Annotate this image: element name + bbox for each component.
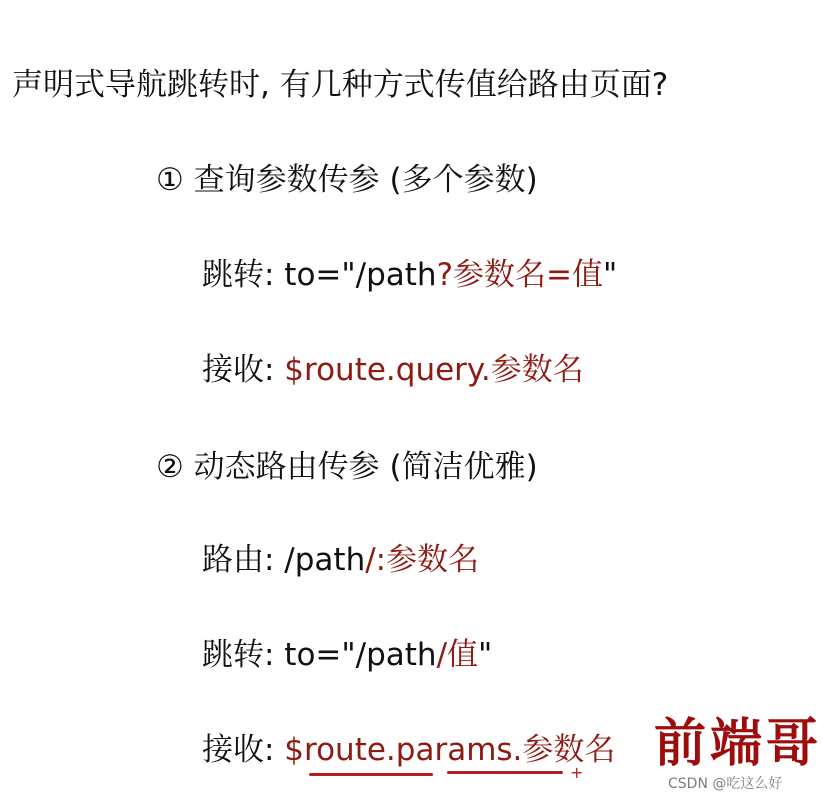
dynamic-jump-row	[202, 637, 493, 673]
dynamic-receive-row	[202, 732, 616, 768]
dynamic-route-param: /:参数名	[365, 542, 480, 578]
dynamic-receive-expression: $route.params.参数名	[274, 732, 616, 768]
query-jump-row	[202, 257, 618, 293]
dynamic-route-path: /path	[274, 542, 366, 578]
dynamic-jump-quote: "	[478, 637, 493, 673]
dynamic-jump-value: /值	[436, 637, 479, 673]
query-jump-quote: "	[603, 257, 618, 293]
brand-logo: 前端哥	[654, 713, 822, 774]
query-receive-row	[202, 352, 584, 388]
query-jump-path: to="/path	[274, 257, 437, 293]
query-jump-label: 跳转:	[202, 257, 275, 293]
query-jump-param: ?参数名=值	[436, 257, 604, 293]
params-underline	[447, 771, 563, 774]
query-receive-label: 接收:	[202, 352, 275, 388]
section-heading-dynamic: ② 动态路由传参 (简洁优雅)	[156, 449, 538, 485]
route-underline	[309, 773, 433, 776]
dynamic-jump-path: to="/path	[274, 637, 437, 673]
dynamic-route-row	[202, 542, 480, 578]
cursor-mark-icon: +	[570, 763, 584, 782]
dynamic-jump-label: 跳转:	[202, 637, 275, 673]
dynamic-receive-label: 接收:	[202, 732, 275, 768]
dynamic-route-label: 路由:	[202, 542, 275, 578]
section-heading-query: ① 查询参数传参 (多个参数)	[156, 162, 538, 198]
query-receive-expression: $route.query.参数名	[274, 352, 584, 388]
page-title: 声明式导航跳转时, 有几种方式传值给路由页面?	[12, 67, 669, 103]
csdn-watermark: CSDN @吃这么好	[668, 776, 783, 792]
